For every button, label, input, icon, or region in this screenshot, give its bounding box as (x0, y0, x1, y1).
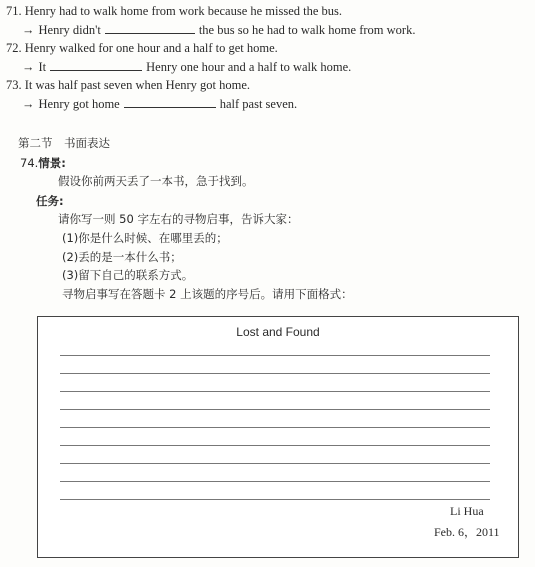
q74-scene-header (20, 156, 66, 171)
arrow-icon: → (22, 60, 35, 74)
writing-line[interactable] (60, 427, 490, 428)
q72-number: 72. (6, 41, 22, 55)
q74-item-2: (2)丢的是一本什么书； (62, 250, 182, 264)
q72-part2: Henry one hour and a half to walk home. (146, 60, 352, 74)
q71-line (6, 4, 342, 19)
writing-line[interactable] (60, 499, 490, 500)
q72-line (6, 41, 278, 56)
date: Feb. 6，2011 (434, 525, 500, 539)
writing-box[interactable] (37, 316, 519, 558)
q71-blank[interactable] (105, 22, 195, 34)
q74-scene-text: 假设你前两天丢了一本书，急于找到。 (58, 174, 254, 188)
arrow-icon: → (22, 23, 35, 37)
q74-item-3: (3)留下自己的联系方式。 (62, 268, 194, 282)
q71-part1: Henry didn't (38, 23, 101, 37)
q74-task-intro: 请你写一则 50 字左右的寻物启事，告诉大家： (58, 212, 299, 226)
signature: Li Hua (450, 504, 484, 518)
q74-task-label: 任务: (36, 194, 64, 208)
q73-part2: half past seven. (219, 97, 298, 111)
writing-line[interactable] (60, 409, 490, 410)
q74-scene-label: 情景: (38, 156, 66, 170)
q73-part1: Henry got home (38, 97, 120, 111)
q72-sentence: Henry walked for one hour and a half to get home. (24, 41, 278, 55)
q73-sentence: It was half past seven when Henry got home. (24, 78, 251, 92)
q74-number: 74. (20, 156, 39, 170)
writing-line[interactable] (60, 463, 490, 464)
arrow-icon: → (22, 97, 35, 111)
q71-part2: the bus so he had to walk home from work. (198, 23, 416, 37)
q73-number: 73. (6, 78, 22, 92)
writing-line[interactable] (60, 373, 490, 374)
q72-part1: It (38, 60, 47, 74)
q71-number: 71. (6, 4, 22, 18)
q74-item-1: (1)你是什么时候、在哪里丢的； (62, 231, 228, 245)
q72-blank[interactable] (50, 59, 142, 71)
q72-rewrite (22, 59, 351, 75)
q74-instruction: 寻物启事写在答题卡 2 上该题的序号后。请用下面格式： (62, 287, 353, 301)
q73-blank[interactable] (124, 96, 216, 108)
writing-line[interactable] (60, 391, 490, 392)
writing-line[interactable] (60, 355, 490, 356)
q71-rewrite (22, 22, 415, 38)
writing-line[interactable] (60, 445, 490, 446)
box-title: Lost and Found (236, 325, 320, 339)
q73-line (6, 78, 250, 93)
section-heading: 第二节 书面表达 (18, 136, 110, 150)
q71-sentence: Henry had to walk home from work because he missed the bus. (24, 4, 343, 18)
q73-rewrite (22, 96, 297, 112)
writing-line[interactable] (60, 481, 490, 482)
